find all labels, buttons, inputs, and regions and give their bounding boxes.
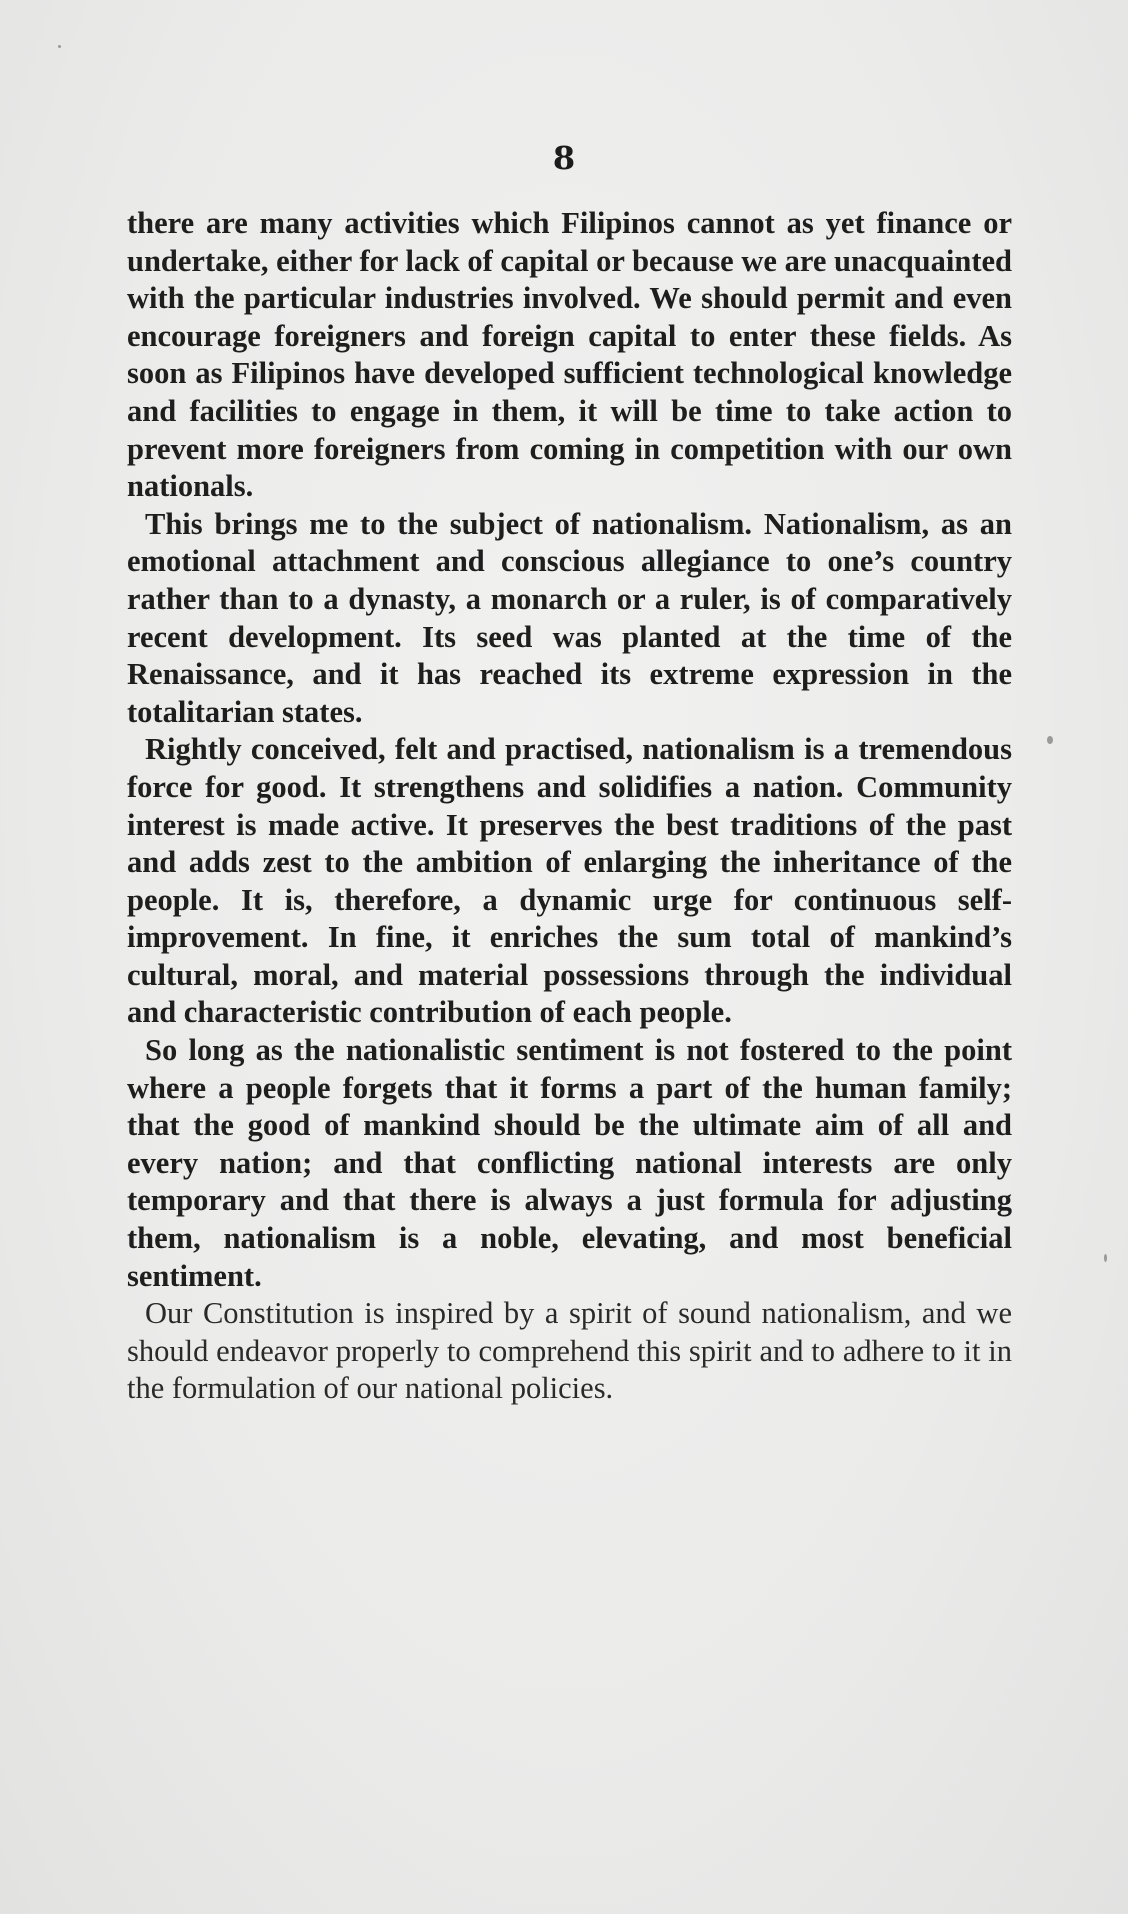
paragraph-sentiment: So long as the nationalistic sentiment is not fostered to the point where a people forgets that it forms a part of the human family; that the good of mankind should be the ultimate aim of all and every nation; and that conflicting national interests are only temporary and that there is always a just formula for adjusting them, nationalism is a noble, elevating, and most beneficial sentiment. <box>127 1033 1012 1293</box>
paragraph-force-for-good: Rightly conceived, felt and practised, nationalism is a tremendous force for good. It strengthens and solidifies a nation. Community interest is made active. It preserves the best traditions of the past and adds zest to the ambition of enlarging the inheritance of the people. It is, therefore, a dynamic urge for continuous self-improvement. In fine, it enriches the sum total of mankind’s cultural, moral, and material possessions through the individual and characteristic contribution of each people. <box>127 732 1012 1030</box>
paragraph-nationalism-intro: This brings me to the subject of nationalism. Nationalism, as an emotional attachment and conscious allegiance to one’s country rather than to a dynasty, a monarch or a ruler, is of comparatively recent development. Its seed was planted at the time of the Renaissance, and it has reached its extreme expression in the totalitarian states. <box>127 506 1012 729</box>
body-text <box>127 205 1012 1408</box>
paper-speck <box>1104 1254 1107 1262</box>
paper-speck <box>58 45 61 48</box>
paragraph-constitution: Our Constitution is inspired by a spirit of sound nationalism, and we should endeavor properly to comprehend this spirit and to adhere to it in the formulation of our national policies. <box>127 1296 1012 1406</box>
paper-speck <box>1047 736 1053 744</box>
paragraph-continued: there are many activities which Filipinos cannot as yet finance or undertake, either for lack of capital or because we are unacquainted with the particular industries involved. We should permit and even encourage foreigners and foreign capital to enter these fields. As soon as Filipinos have developed sufficient technological knowledge and facilities to engage in them, it will be time to take action to prevent more foreigners from coming in competition with our own nationals. <box>127 206 1012 504</box>
page-number: 8 <box>552 139 576 177</box>
